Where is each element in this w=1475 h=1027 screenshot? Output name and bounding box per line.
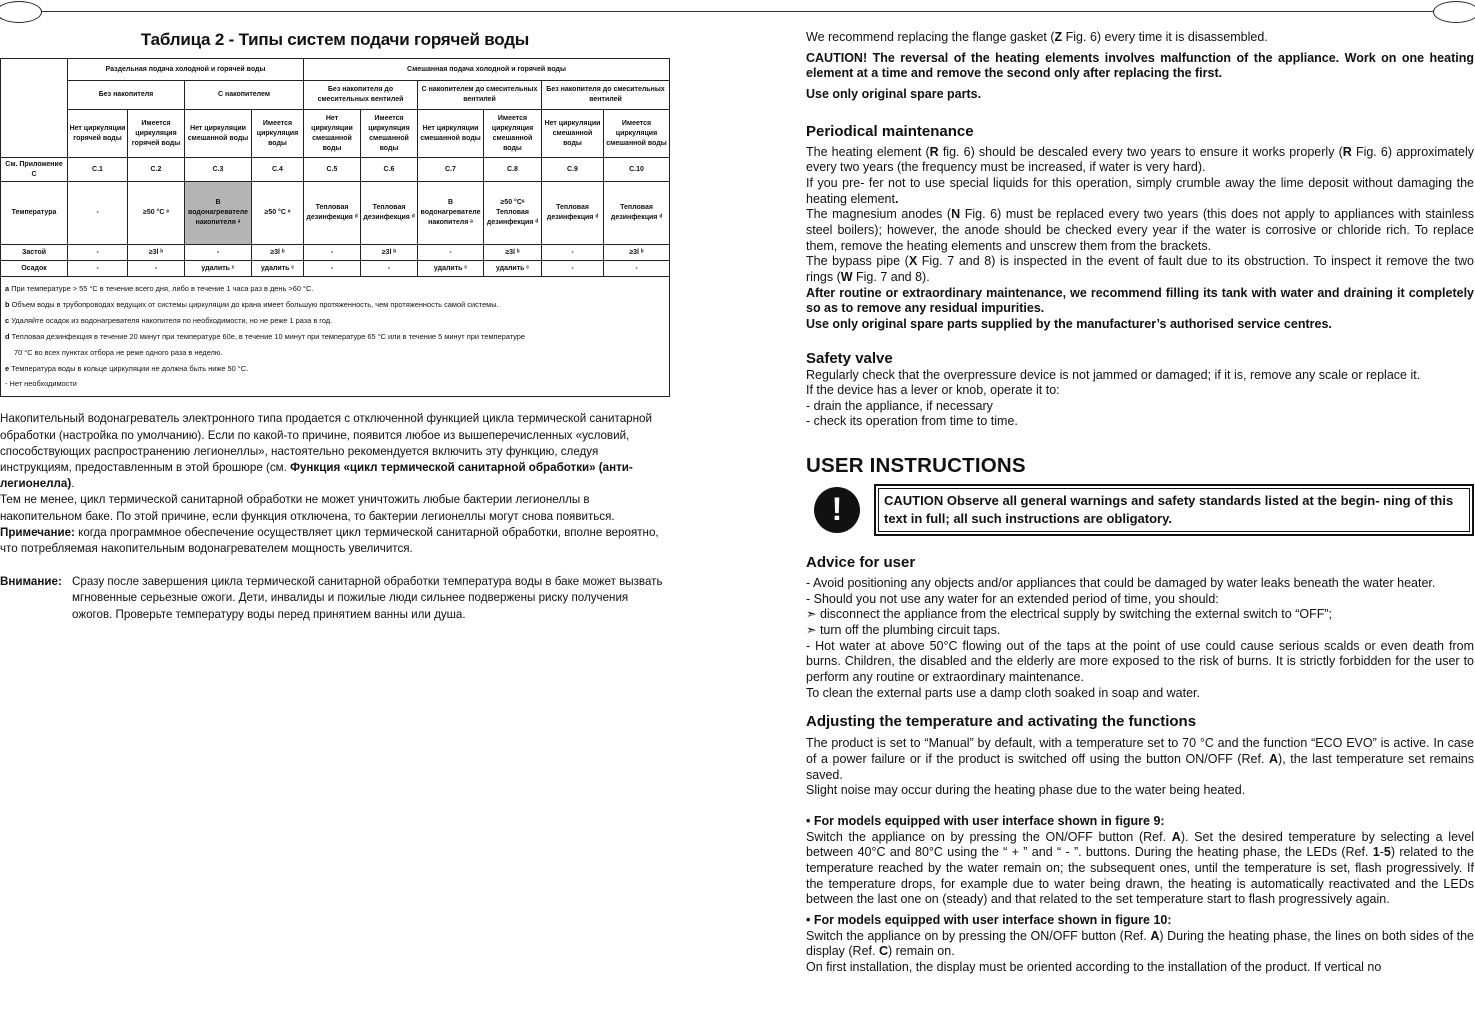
table-cell: - — [542, 261, 604, 277]
table-cell: - — [418, 245, 484, 261]
paragraph: The magnesium anodes (N Fig. 6) must be replaced every two years (this does not apply to appliances with stainless steel boilers); however, the anode should be checked every year if the water is corrosive or chloride rich. To replace them, remove the heating elements and unscrew them from the brackets. — [806, 207, 1475, 253]
footnote: a При температуре > 55 °C в течение всего дня, либо в течение 1 часа раз в день >60 °C. — [5, 284, 314, 293]
table-cell: C.6 — [361, 158, 418, 182]
table-row — [1, 182, 670, 245]
column-header: Нет циркуляции смешанной воды — [542, 110, 604, 158]
table-cell: ≥50 °C ᵉ — [128, 182, 185, 245]
table-cell: ≥3l ᵇ — [604, 245, 670, 261]
column-header: Имеется циркуляция смешанной воды — [484, 110, 542, 158]
heading-advice: Advice for user — [806, 554, 916, 572]
table-row — [1, 158, 670, 182]
fig10-heading: • For models equipped with user interface shown in figure 10: — [806, 912, 1172, 927]
page-number-oval-right — [1433, 1, 1475, 23]
table-cell: - — [68, 245, 128, 261]
footnote: e Температура воды в кольце циркуляции не должна быть ниже 50 °C. — [5, 363, 249, 373]
table-cell: ≥50 °Cᵉ Тепловая дезинфекция ᵈ — [484, 182, 542, 245]
paragraph: The heating element (R fig. 6) should be descaled every two years to ensure it works properly (R Fig. 6) approximately every two years (the frequency must be increased, if water is very hard). — [806, 144, 1475, 175]
sub-header: С накопителем — [185, 81, 304, 110]
footnote: - Нет необходимости — [5, 379, 77, 389]
sub-header: С накопителем до смесительных вентилей — [418, 81, 542, 110]
table-cell: C.1 — [68, 158, 128, 182]
table-cell: Тепловая дезинфекция ᵈ — [304, 182, 361, 245]
column-header: Нет циркуляции смешанной воды — [185, 110, 252, 158]
right-column — [806, 30, 1474, 976]
paragraph: Switch the appliance on by pressing the ON/OFF button (Ref. A). Set the desired temperature by selecting a level between 40°C and 80°C using the “ + ” and “ - ”. buttons. During the heating phase, the LEDs (Ref. 1-5) related to the temperature reached by the water remain on; the subsequent ones, until the temperature is set, flash progressively. If the temperature drops, for example due to water being drawn, the heating is automatically reactivated and the LEDs between the last one on (steady) and that related to the set temperature start to flash progressively again. — [806, 829, 1474, 907]
group-header: Смешанная подача холодной и горячей воды — [304, 59, 670, 81]
paragraph: Тем не менее, цикл термической санитарной обработки не может уничтожить любые бактерии легионеллы в накопительном баке. По этой причине, если функция отключена, то бактерии легионеллы могут снова появиться. — [0, 493, 615, 523]
table-cell: Тепловая дезинфекция ᵈ — [604, 182, 670, 245]
group-header: Раздельная подача холодной и горячей воды — [68, 59, 304, 81]
table-cell: удалить ᶜ — [252, 261, 304, 277]
table-cell: удалить ᶜ — [484, 261, 542, 277]
column-header: Нет циркуляции смешанной воды — [418, 110, 484, 158]
warning-text: Сразу после завершения цикла термической санитарной обработки температура воды в баке может вызвать мгновенные серьезные ожоги. Дети, инвалиды и пожилые люди сильнее подвержены риску получения ожогов. Проверьте температуру воды перед принятием ванны или душа. — [72, 575, 663, 621]
heading-user-instructions: USER INSTRUCTIONS — [806, 454, 1026, 478]
warning-note — [0, 574, 670, 623]
table-corner-cell — [1, 59, 68, 158]
fig9-heading: • For models equipped with user interface shown in figure 9: — [806, 814, 1165, 828]
paragraph: We recommend replacing the flange gasket (Z Fig. 6) every time it is disassembled. — [806, 30, 1268, 44]
heading-adjust: Adjusting the temperature and activating the functions — [806, 713, 1197, 731]
table-cell: C.3 — [185, 158, 252, 182]
column-header: Нет циркуляции горячей воды — [68, 110, 128, 158]
table-cell: C.9 — [542, 158, 604, 182]
paragraph: Накопительный водонагреватель электронного типа продается с отключенной функцией цикла термической санитарной обработки (настройка по умолчанию). Если по какой-то причине, появится любое из вышеперечисленных «условий, способствующих распространению легионеллы», настоятельно рекомендуется включить эту функцию, следуя инструкциям, предоставленным в этой брошюре (см. Функция «цикл термической санитарной обработки» (анти-легионелла). — [0, 412, 652, 491]
paragraph: After routine or extraordinary maintenance, we recommend filling its tank with water and draining it completely so as to remove any residual impurities. — [806, 285, 1474, 316]
table-cell: удалить ᶜ — [418, 261, 484, 277]
header-rule — [40, 11, 1435, 12]
table-cell: C.8 — [484, 158, 542, 182]
table-cell: - — [68, 261, 128, 277]
table-cell: - — [185, 245, 252, 261]
caution-heating: CAUTION! The reversal of the heating elements involves malfunction of the appliance. Work on one heating element at a time and remove the second only after replacing the first. — [806, 50, 1474, 81]
table-cell: C.5 — [304, 158, 361, 182]
paragraph: If you pre- fer not to use special liquids for this operation, simply crumble away the lime deposit without damaging the heating element. — [806, 175, 1474, 206]
table-cell: C.7 — [418, 158, 484, 182]
column-header: Имеется циркуляция смешанной воды — [604, 110, 670, 158]
table-cell: - — [304, 245, 361, 261]
paragraph: The bypass pipe (X Fig. 7 and 8) is inspected in the event of fault due to its obstruction. To inspect it remove the two rings (W Fig. 7 and 8). — [806, 254, 1475, 284]
table-footnotes — [1, 277, 670, 397]
row-label: Осадок — [1, 261, 68, 277]
page-number-oval-left — [0, 1, 42, 23]
caution-block — [814, 484, 1474, 536]
table-cell: ≥3l ᵇ — [484, 245, 542, 261]
advice-list: - Avoid positioning any objects and/or appliances that could be damaged by water leaks beneath the water heater. - Should you not use any water for an extended period of time, you should: ➣ disconnect the appliance from the electrical supply by switching the external switch to “OFF”; ➣ turn off the plumbing circuit taps. - Hot water at above 50°C flowing out of the taps at the point of use could cause serious scalds or even death from burns. Children, the disabled and the elderly are more exposed to the risk of burns. It is strictly forbidden for the user to perform any routine or extraordinary maintenance. To clean the external parts use a damp cloth soaked in soap and water. — [806, 576, 1474, 700]
table-cell: Тепловая дезинфекция ᵈ — [361, 182, 418, 245]
column-header: Имеется циркуляция горячей воды — [128, 110, 185, 158]
exclamation-icon: ! — [814, 487, 860, 533]
paragraph: On first installation, the display must be oriented according to the installation of the product. If vertical no — [806, 959, 1382, 974]
table-cell: - — [604, 261, 670, 277]
heading-safety: Safety valve — [806, 349, 893, 367]
russian-text — [0, 411, 670, 557]
paragraph: Use only original spare parts supplied by the manufacturer’s authorised service centres. — [806, 316, 1332, 331]
table-cell: - — [542, 245, 604, 261]
column-header: Имеется циркуляция воды — [252, 110, 304, 158]
row-label: Застой — [1, 245, 68, 261]
heading-periodic: Periodical maintenance — [806, 122, 974, 140]
table-cell: ≥50 °C ᵉ — [252, 182, 304, 245]
safety-list: Regularly check that the overpressure device is not jammed or damaged; if it is, remove any scale or replace it. If the device has a lever or knob, operate it to: - drain the appliance, if necessary - check its operation from time to time. — [806, 367, 1421, 429]
row-label: Температура — [1, 182, 68, 245]
sub-header: Без накопителя до смесительных вентилей — [304, 81, 418, 110]
table-cell: C.2 — [128, 158, 185, 182]
sub-header: Без накопителя до смесительных вентилей — [542, 81, 670, 110]
paragraph: Примечание: когда программное обеспечение осуществляет цикл термической санитарной обработки, вполне вероятно, что потребляемая накопительным водонагревателем мощность увеличится. — [0, 525, 659, 555]
table-cell-highlighted: В водонагревателе накопителя ᵃ — [185, 182, 252, 245]
sub-header: Без накопителя — [68, 81, 185, 110]
footnote: b Объем воды в трубопроводах ведущих от системы циркуляции до крана имеет большую протяженность, чем протяженность самой системы. — [5, 299, 499, 309]
caution-text: CAUTION Observe all general warnings and safety standards listed at the begin- ning of this text in full; all such instructions are obligatory. — [878, 488, 1470, 532]
footnote: d Тепловая дезинфекция в течение 20 минут при температуре 60е, в течение 10 минут при температуре 65 °C или в течение 5 минут при температуре — [5, 331, 525, 341]
table-cell: ≥3l ᵇ — [128, 245, 185, 261]
column-header: Имеется циркуляция смешанной воды — [361, 110, 418, 158]
warning-label: Внимание: — [0, 575, 62, 589]
table-cell: - — [304, 261, 361, 277]
table-row — [1, 245, 670, 261]
table-cell: удалить ᶜ — [185, 261, 252, 277]
caution-box — [874, 484, 1474, 536]
paragraph: The product is set to “Manual” by default, with a temperature set to 70 °C and the function “ECO EVO” is active. In case of a power failure or if the product is switched off using the button ON/OFF (Ref. A), the last temperature set remains saved. — [806, 736, 1474, 782]
row-label: См. Приложение C — [1, 158, 68, 182]
table-cell: Тепловая дезинфекция ᵈ — [542, 182, 604, 245]
paragraph: Switch the appliance on by pressing the ON/OFF button (Ref. A) During the heating phase, the lines on both sides of the display (Ref. C) remain on. — [806, 928, 1474, 959]
table-title: Таблица 2 - Типы систем подачи горячей воды — [140, 30, 530, 49]
table-cell: - — [361, 261, 418, 277]
hot-water-systems-table — [0, 58, 670, 397]
table-cell: ≥3l ᵇ — [252, 245, 304, 261]
footnote: c Удаляйте осадок из водонагревателя накопителя по необходимости, но не реже 1 раза в год. — [5, 315, 333, 325]
table-cell: В водонагревателе накопителя ᵃ — [418, 182, 484, 245]
footnote: 70 °C во всех пунктах отбора не реже одного раза в неделю. — [14, 347, 223, 357]
table-cell: C.4 — [252, 158, 304, 182]
column-header: Нет циркуляции смешанной воды — [304, 110, 361, 158]
original-parts: Use only original spare parts. — [806, 86, 982, 101]
left-column — [0, 28, 670, 623]
table-cell: - — [128, 261, 185, 277]
table-cell: ≥3l ᵇ — [361, 245, 418, 261]
table-cell: - — [68, 182, 128, 245]
table-cell: C.10 — [604, 158, 670, 182]
paragraph: Slight noise may occur during the heating phase due to the water being heated. — [806, 783, 1246, 798]
table-row — [1, 261, 670, 277]
